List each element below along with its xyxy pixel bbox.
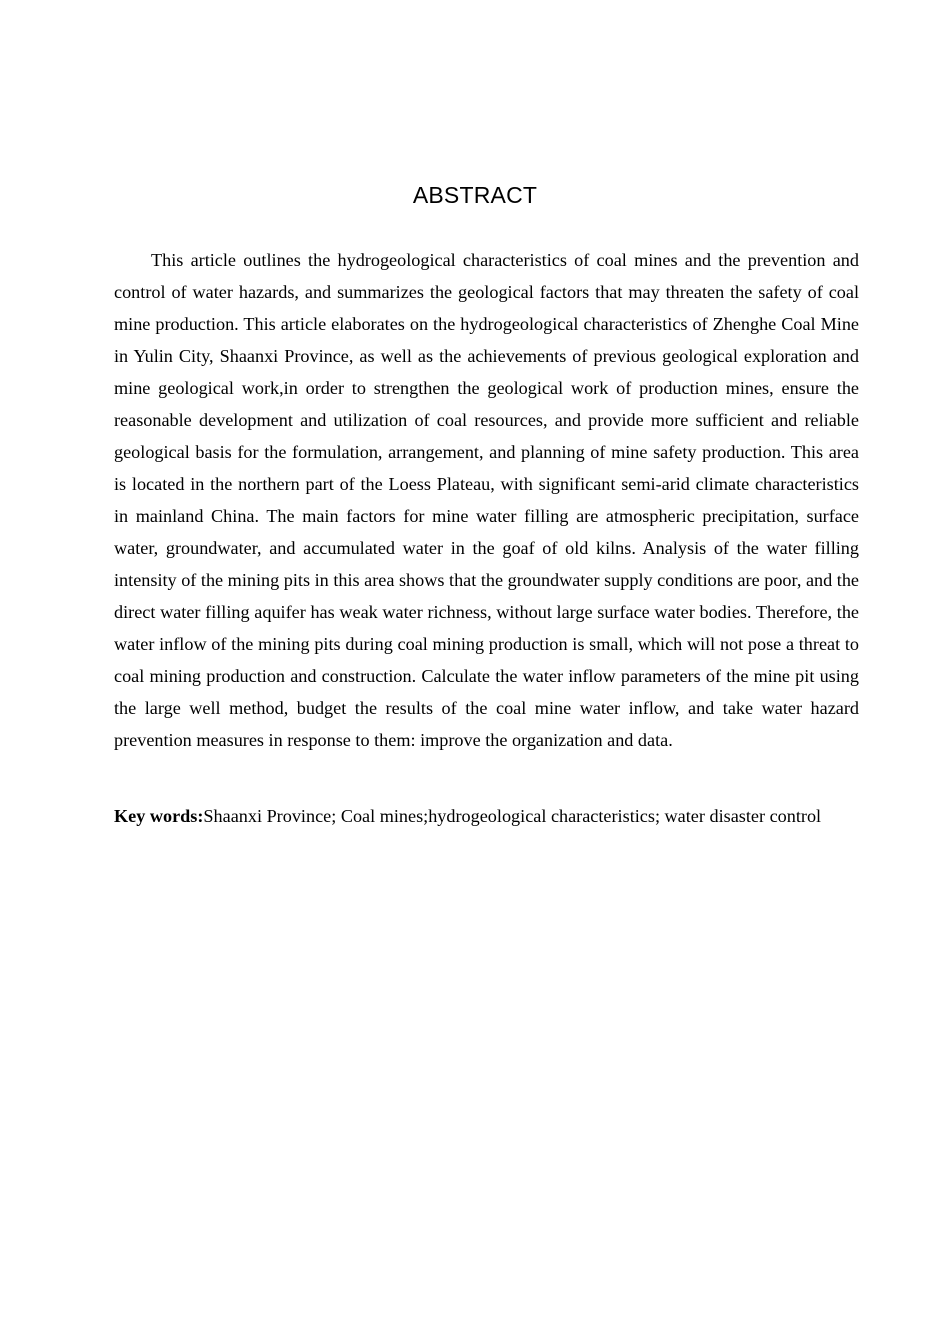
keywords-label: Key words: <box>114 806 204 826</box>
abstract-title: ABSTRACT <box>412 182 538 208</box>
abstract-paragraph: This article outlines the hydrogeological characteristics of coal mines and the prevention and control of water hazards, and summarizes the geological factors that may threaten the safety of coal mine production. This article elaborates on the hydrogeological characteristics of Zhenghe Coal Mine in Yulin City, Shaanxi Province, as well as the achievements of previous geological exploration and mine geological work,in order to strengthen the geological work of production mines, ensure the reasonable development and utilization of coal resources, and provide more sufficient and reliable geological basis for the formulation, arrangement, and planning of mine safety production. This area is located in the northern part of the Loess Plateau, with significant semi-arid climate characteristics in mainland China. The main factors for mine water filling are atmospheric precipitation, surface water, groundwater, and accumulated water in the goaf of old kilns. Analysis of the water filling intensity of the mining pits in this area shows that the groundwater supply conditions are poor, and the direct water filling aquifer has weak water richness, without large surface water bodies. Therefore, the water inflow of the mining pits during coal mining production is small, which will not pose a threat to coal mining production and construction. Calculate the water inflow parameters of the mine pit using the large well method, budget the results of the coal mine water inflow, and take water hazard prevention measures in response to them: improve the organization and data. <box>114 250 859 750</box>
keywords-text: Shaanxi Province; Coal mines;hydrogeological characteristics; water disaster control <box>203 806 822 826</box>
keywords-line <box>114 800 874 832</box>
